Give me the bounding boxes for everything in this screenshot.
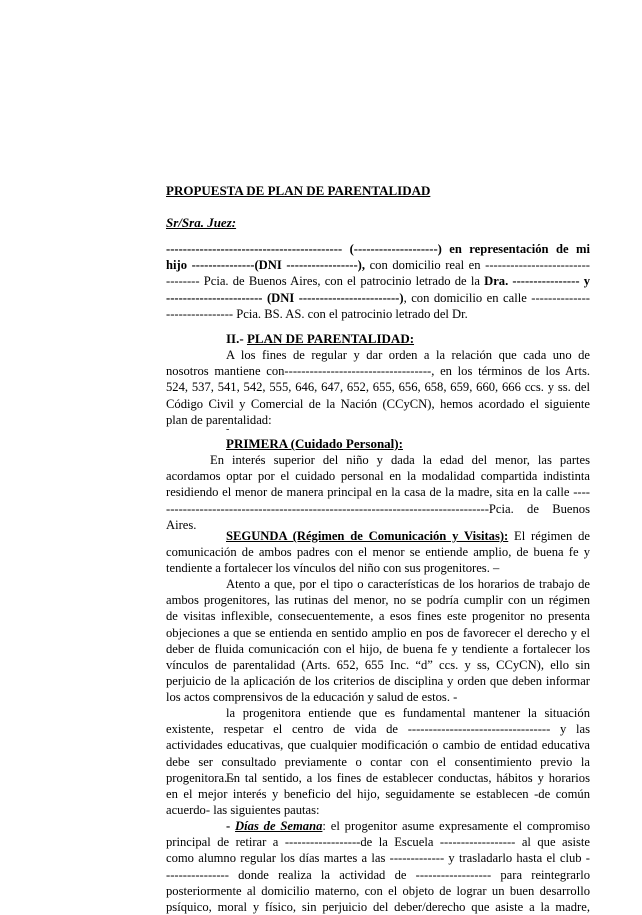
- atento-line-6: vínculos de parentalidad (Arts. 652, 655 Inc. “d” ccs. y ss, CCyCN), ello sin: [166, 658, 590, 673]
- progenitora-line-5: progenitora. -: [166, 770, 235, 785]
- intro-line-2-bold: hijo ---------------(DNI -----------------),: [166, 258, 365, 273]
- tal-sentido-paragraph: [166, 770, 590, 819]
- intro-line-2: [166, 257, 590, 273]
- primera-line-3: residiendo el menor de manera principal en la casa de la madre, sita en la calle ----: [166, 485, 590, 500]
- dias-line-1: [166, 818, 590, 834]
- section-2-line-3: 524, 537, 541, 542, 555, 646, 647, 652, 655, 656, 658, 659, 660, 666 ccs. y ss. del: [166, 380, 590, 395]
- atento-line-5: deber de fluida comunicación con el hijo, de buena fe y tendiente a fortalecer los: [166, 641, 590, 656]
- intro-line-3: [166, 273, 590, 289]
- progenitora-line-3: actividades educativas, que cualquier modificación o cambio de entidad educativa: [166, 738, 590, 753]
- primera-title: PRIMERA (Cuidado Personal):: [226, 436, 403, 451]
- segunda-paragraph: [166, 528, 590, 577]
- segunda-line-3: tendiente a fortalecer los vínculos del niño con sus progenitores. –: [166, 561, 500, 576]
- atento-line-2: ambos progenitores, las rutinas del menor, no se podría cumplir con un régimen: [166, 593, 590, 608]
- tal-sentido-line-2: en el mejor interés y beneficio del hijo, seguidamente se establecen -de común: [166, 787, 590, 802]
- dias-title: Días de Semana: [235, 819, 323, 833]
- section-2-line-2: nosotros mantiene con-----------------------------------, en los términos de los Arts.: [166, 364, 590, 379]
- section-2-paragraph: [166, 347, 590, 428]
- intro-line-1-text: ------------------------------------------ (--------------------) en representación de mi: [166, 242, 590, 256]
- dias-prefix: -: [226, 819, 236, 833]
- intro-line-2-text: con domicilio real en -------------------------: [365, 258, 590, 273]
- dias-line-1-text: : el progenitor asume expresamente el compromiso: [322, 819, 590, 833]
- intro-line-4-text: , con domicilio en calle --------------: [403, 290, 590, 305]
- intro-line-3-bold: Dra. ---------------- y: [484, 274, 590, 289]
- dash-mark: -: [226, 424, 230, 435]
- tal-sentido-line-1: En tal sentido, a los fines de establecer conductas, hábitos y horarios: [226, 771, 590, 785]
- segunda-line-2: comunicación de ambos padres con el menor se entiende amplio, de buena fe y: [166, 545, 590, 560]
- progenitora-line-4: debe ser consultado previamente o contar con el consentimiento previo la: [166, 754, 590, 769]
- section-2-line-4: Código Civil y Comercial de la Nación (CCyCN), hemos acordado el siguiente: [166, 396, 590, 411]
- dias-line-4: --------------- donde realiza la actividad de ------------------ para reintegrarlo: [166, 867, 590, 882]
- intro-line-5: [166, 306, 590, 322]
- intro-line-5-text: ---------------- Pcia. BS. AS. con el patrocinio letrado del Dr.: [166, 306, 468, 321]
- atento-line-3: de visitas inflexible, consecuentemente, a esos fines este progenitor no presenta: [166, 609, 590, 624]
- dias-line-2: principal de retirar a ------------------de la Escuela ------------------ al que asiste: [166, 835, 590, 850]
- progenitora-line-1: la progenitora entiende que es fundamental mantener la situación: [226, 706, 590, 720]
- intro-paragraph: [166, 241, 590, 322]
- tal-sentido-line-3: acuerdo- las siguientes pautas:: [166, 803, 320, 818]
- intro-line-1: [166, 241, 590, 257]
- progenitora-line-2: existente, respetar el centro de vida de ---------------------------------- y las: [166, 722, 590, 737]
- primera-line-4: -----------------------------------------------------------------------------Pcia. de Buenos: [166, 501, 590, 516]
- atento-paragraph: [166, 576, 590, 706]
- primera-paragraph: [166, 452, 590, 533]
- dias-line-5: posteriormente al domicilio materno, con el objeto de lograr un buen desarrollo: [166, 883, 590, 898]
- dias-line-3: como alumno regular los días martes a las ------------- y trasladarlo hasta el club -: [166, 851, 590, 866]
- section-2-line-5: plan de parentalidad:: [166, 412, 272, 427]
- document-title: PROPUESTA DE PLAN DE PARENTALIDAD: [166, 183, 431, 198]
- primera-heading: [226, 436, 403, 452]
- intro-line-4: [166, 290, 590, 306]
- segunda-title: SEGUNDA (Régimen de Comunicación y Visitas):: [226, 529, 509, 543]
- atento-line-8: los actos comprensivos de la educación y salud de estos. -: [166, 690, 458, 705]
- section-2-heading: [226, 331, 414, 347]
- intro-line-4-bold: ----------------------- (DNI ------------------------): [166, 290, 404, 305]
- section-2-prefix: II.-: [226, 331, 247, 346]
- atento-line-7: perjuicio de la aplicación de los criterios de disciplina y orden que deben informar: [166, 674, 590, 689]
- segunda-line-1-text: El régimen de: [508, 529, 590, 543]
- dias-line-6: psíquico, moral y físico, sin perjuicio del deber/derecho que asiste a la madre,: [166, 900, 590, 915]
- intro-line-3-text: -------- Pcia. de Buenos Aires, con el patrocinio letrado de la: [166, 274, 485, 289]
- dias-paragraph: [166, 818, 590, 915]
- primera-line-5: Aires.: [166, 517, 197, 532]
- segunda-line-1: [166, 528, 590, 544]
- section-2-title: PLAN DE PARENTALIDAD:: [246, 331, 415, 346]
- section-2-line-1: A los fines de regular y dar orden a la relación que cada uno de: [226, 348, 590, 362]
- atento-line-4: objeciones a que se entienda en sentido amplio en pos de favorecer el derecho y el: [166, 625, 590, 640]
- primera-line-2: acordamos optar por el cuidado personal en la modalidad compartida indistinta: [166, 469, 590, 484]
- salutation: Sr/Sra. Juez:: [166, 215, 237, 230]
- atento-line-1: Atento a que, por el tipo o características de los horarios de trabajo de: [226, 577, 590, 591]
- primera-line-1: En interés superior del niño y dada la edad del menor, las partes: [210, 453, 590, 467]
